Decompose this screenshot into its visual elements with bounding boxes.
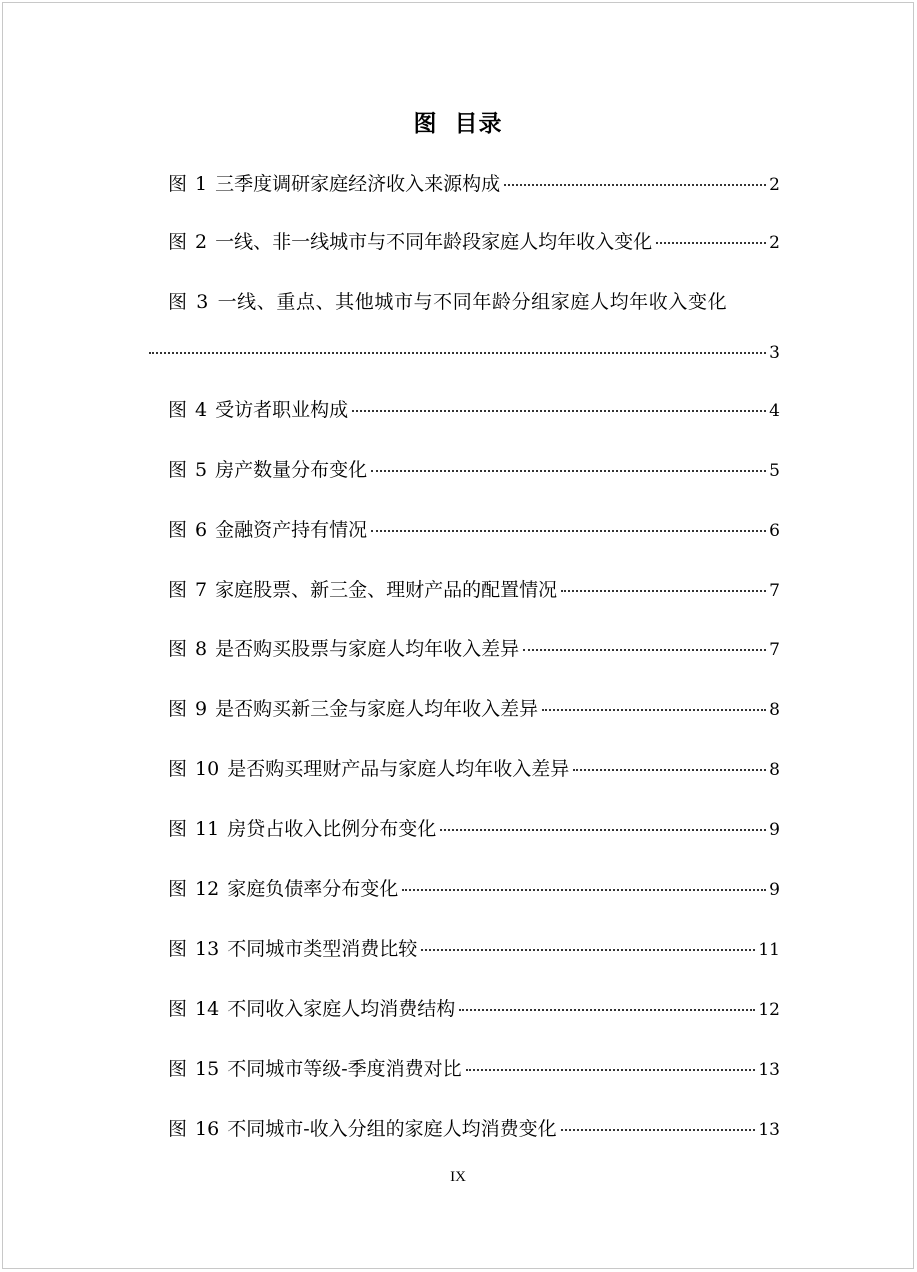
leader-dots xyxy=(149,351,766,354)
toc-entry-6[interactable] xyxy=(168,518,780,543)
toc-entry-10[interactable] xyxy=(168,757,780,782)
toc-entry-page: 11 xyxy=(758,940,780,960)
leader-dots xyxy=(371,469,766,472)
toc-entry-page: 2 xyxy=(769,175,780,195)
toc-entry-page: 9 xyxy=(769,820,780,840)
leader-dots xyxy=(656,241,766,244)
leader-dots xyxy=(421,948,755,951)
toc-entry-label: 图 5 房产数量分布变化 xyxy=(168,459,368,481)
toc-entry-page: 9 xyxy=(769,880,780,900)
toc-entry-page: 4 xyxy=(769,401,780,421)
toc-entry-page: 7 xyxy=(769,581,780,601)
toc-entry-label: 图 4 受访者职业构成 xyxy=(168,399,349,421)
toc-entry-page: 5 xyxy=(769,461,780,481)
toc-entry-page: 3 xyxy=(769,343,780,363)
leader-dots xyxy=(371,529,766,532)
leader-dots xyxy=(440,828,766,831)
toc-entry-label: 图 15 不同城市等级-季度消费对比 xyxy=(168,1058,462,1080)
toc-entry-16[interactable] xyxy=(168,1117,780,1142)
toc-entry-1[interactable] xyxy=(168,172,780,197)
leader-dots xyxy=(402,888,766,891)
leader-dots xyxy=(352,409,766,412)
toc-entry-page: 8 xyxy=(769,760,780,780)
toc-entry-3[interactable] xyxy=(168,290,780,314)
toc-entry-14[interactable] xyxy=(168,997,780,1022)
toc-entry-5[interactable] xyxy=(168,458,780,483)
toc-entry-page: 12 xyxy=(758,1000,780,1020)
toc-entry-11[interactable] xyxy=(168,817,780,842)
leader-dots xyxy=(504,183,766,186)
toc-entry-label: 图 3 一线、重点、其他城市与不同年龄分组家庭人均年收入变化 xyxy=(168,291,728,313)
toc-entry-7[interactable] xyxy=(168,578,780,603)
toc-entry-9[interactable] xyxy=(168,697,780,722)
toc-entry-label: 图 13 不同城市类型消费比较 xyxy=(168,938,418,960)
leader-dots xyxy=(561,1128,756,1131)
leader-dots xyxy=(459,1008,755,1011)
toc-entry-2[interactable] xyxy=(168,230,780,255)
toc-entry-label: 图 9 是否购买新三金与家庭人均年收入差异 xyxy=(168,698,539,720)
toc-entry-page: 8 xyxy=(769,700,780,720)
toc-entry-page: 13 xyxy=(758,1120,780,1140)
toc-entry-page: 6 xyxy=(769,521,780,541)
leader-dots xyxy=(561,589,766,592)
toc-entry-8[interactable] xyxy=(168,637,780,662)
toc-entry-label: 图 2 一线、非一线城市与不同年龄段家庭人均年收入变化 xyxy=(168,231,653,253)
toc-entry-page: 2 xyxy=(769,233,780,253)
toc-entry-4[interactable] xyxy=(168,398,780,423)
leader-dots xyxy=(542,708,766,711)
toc-entry-label: 图 8 是否购买股票与家庭人均年收入差异 xyxy=(168,638,520,660)
toc-entry-label: 图 14 不同收入家庭人均消费结构 xyxy=(168,998,456,1020)
leader-dots xyxy=(466,1068,756,1071)
toc-entry-3-continuation[interactable] xyxy=(149,341,780,365)
toc-entry-label: 图 11 房贷占收入比例分布变化 xyxy=(168,818,437,840)
toc-entry-label: 图 1 三季度调研家庭经济收入来源构成 xyxy=(168,173,501,195)
toc-entry-15[interactable] xyxy=(168,1057,780,1082)
toc-entry-label: 图 16 不同城市-收入分组的家庭人均消费变化 xyxy=(168,1118,557,1140)
leader-dots xyxy=(523,648,766,651)
page-title: 图 目录 xyxy=(413,110,503,137)
toc-entry-label: 图 6 金融资产持有情况 xyxy=(168,519,368,541)
page-number-footer: IX xyxy=(450,1169,466,1185)
toc-entry-13[interactable] xyxy=(168,937,780,962)
toc-entry-label: 图 7 家庭股票、新三金、理财产品的配置情况 xyxy=(168,579,558,601)
leader-dots xyxy=(573,768,766,771)
toc-entry-label: 图 10 是否购买理财产品与家庭人均年收入差异 xyxy=(168,758,570,780)
toc-entry-page: 7 xyxy=(769,640,780,660)
toc-entry-page: 13 xyxy=(758,1060,780,1080)
document-page xyxy=(2,2,914,1269)
toc-entry-12[interactable] xyxy=(168,877,780,902)
toc-entry-label: 图 12 家庭负债率分布变化 xyxy=(168,878,399,900)
